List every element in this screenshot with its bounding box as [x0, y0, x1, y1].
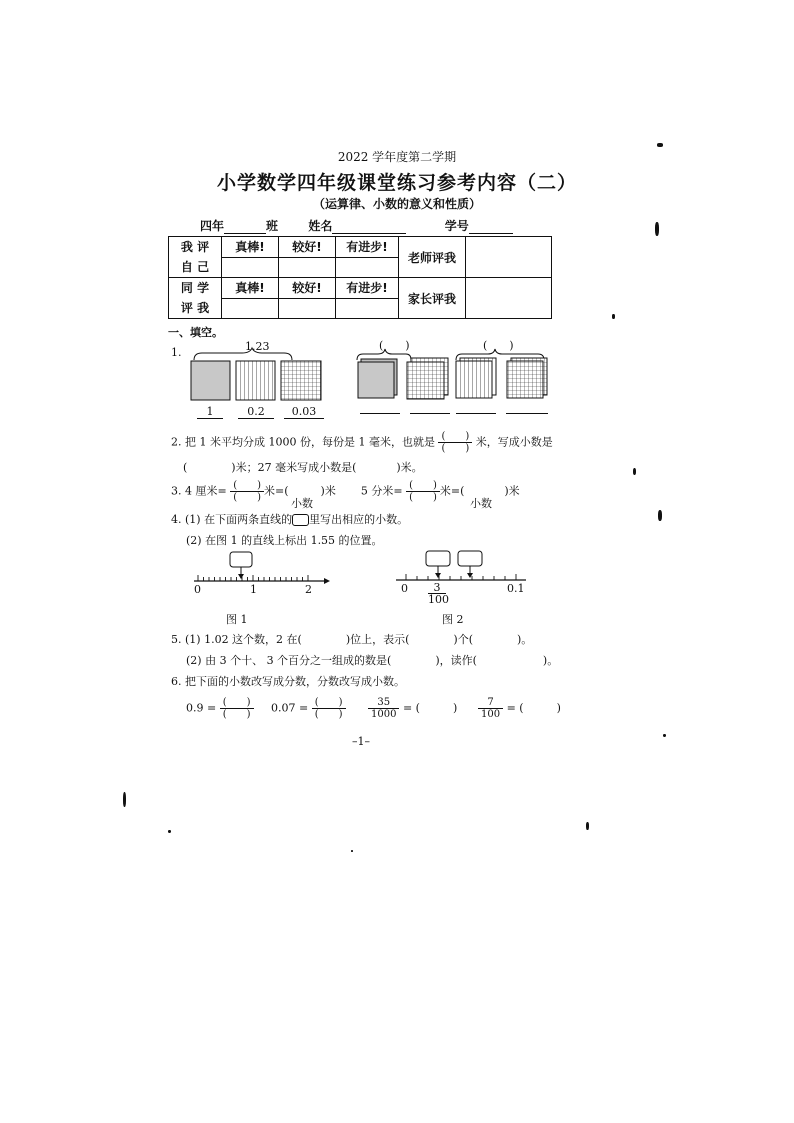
fig1-tick-0: 0: [194, 583, 201, 596]
peer-eval-label: 同 学 评 我: [169, 278, 222, 319]
whole-square-2: [358, 362, 394, 398]
self-good-header: 较好!: [279, 237, 336, 258]
q1-label-2: 0.2: [238, 405, 274, 419]
id-label: 学号: [444, 219, 469, 233]
scan-speck: [663, 734, 666, 737]
q5-line1: 5. (1) 1.02 这个数，2 在( )位上，表示( )个( )。: [171, 633, 533, 646]
peer-progress-cell[interactable]: [336, 298, 399, 319]
section-heading: 一、填空。: [168, 326, 223, 339]
name-label: 姓名: [308, 219, 333, 233]
number-line-fig1: [188, 549, 338, 599]
class-label: 班: [266, 219, 279, 233]
self-progress-cell[interactable]: [336, 257, 399, 278]
scan-speck: [123, 792, 126, 807]
fig2-tick-0: 0: [401, 582, 408, 595]
q6-line1: 6. 把下面的小数改写成分数，分数改写成小数。: [171, 675, 405, 688]
grade-label: 四年: [200, 219, 225, 233]
q6-answer-a[interactable]: $\frac{( )}{( )}$: [220, 697, 254, 720]
whole-square-1: [191, 361, 230, 400]
q1-blank-1[interactable]: [360, 413, 400, 414]
scan-speck: [657, 143, 663, 147]
q3-small-label-2: 小数: [470, 497, 492, 510]
scan-speck: [655, 222, 659, 236]
fig1-tick-2: 2: [305, 583, 312, 596]
parent-eval-label: 家长评我: [399, 278, 466, 319]
scan-speck: [658, 510, 662, 521]
page-number: –1–: [352, 735, 370, 748]
q6-item-a: 0.9 = $\frac{( )}{( )}$: [186, 697, 254, 720]
q1-label-3: 0.03: [284, 405, 324, 419]
q6-answer-b[interactable]: $\frac{( )}{( )}$: [312, 697, 346, 720]
q2-line2: ( )米；27 毫米写成小数是( )米。: [183, 461, 423, 474]
q2-fraction[interactable]: $\frac{( )}{( )}$: [438, 431, 472, 454]
q3-small-label-1: 小数: [291, 497, 313, 510]
self-progress-header: 有进步!: [336, 237, 399, 258]
q1-figures: [180, 346, 560, 420]
teacher-eval-label: 老师评我: [399, 237, 466, 278]
self-great-header: 真棒!: [222, 237, 279, 258]
q1-paren-right: ( ): [483, 339, 514, 352]
peer-great-header: 真棒!: [222, 278, 279, 299]
tenths-square-1: [236, 361, 275, 400]
q1-blank-4[interactable]: [506, 413, 548, 414]
scan-speck: [351, 850, 353, 852]
box-icon: [292, 514, 309, 526]
self-eval-label: 我 评 自 己: [169, 237, 222, 278]
scan-speck: [612, 314, 615, 319]
fig2-answer-box-2: [458, 551, 482, 566]
self-good-cell[interactable]: [279, 257, 336, 278]
scan-speck: [633, 468, 636, 475]
q6-answer-d[interactable]: = ( ): [506, 701, 561, 715]
q1-top-label: 1.23: [245, 340, 270, 353]
id-field[interactable]: [469, 221, 513, 234]
q4-line1: 4. (1) 在下面两条直线的 里写出相应的小数。: [171, 513, 409, 526]
name-field[interactable]: [332, 221, 406, 234]
q1-label-1: 1: [197, 405, 223, 419]
grade-field[interactable]: [224, 221, 266, 234]
q4-line2: (2) 在图 1 的直线上标出 1.55 的位置。: [186, 534, 383, 547]
page-subtitle: （运算律、小数的意义和性质）: [312, 197, 481, 211]
fig1-tick-1: 1: [250, 583, 257, 596]
q6-answer-c[interactable]: = ( ): [402, 701, 458, 715]
parent-eval-cell[interactable]: [466, 278, 552, 319]
q6-item-c: $\frac{35}{1000}$ = ( ): [368, 697, 457, 720]
fig2-caption: 图 2: [442, 613, 464, 626]
q2-line1: 2. 把 1 米平均分成 1000 份，每份是 1 毫米，也就是 $\frac{( )}{( )}$ 米，写成小数是: [171, 431, 553, 454]
fig1-answer-box: [230, 552, 252, 567]
q1-paren-left: ( ): [379, 339, 410, 352]
q1-blank-3[interactable]: [456, 413, 496, 414]
q6-item-d: $\frac{7}{100}$ = ( ): [478, 697, 561, 720]
q6-item-b: 0.07 = $\frac{( )}{( )}$: [271, 697, 346, 720]
fig2-fraction-label: 3 100: [428, 581, 449, 606]
q5-line2: (2) 由 3 个十、 3 个百分之一组成的数是( )，读作( )。: [186, 654, 559, 667]
peer-good-cell[interactable]: [279, 298, 336, 319]
fig2-tick-end: 0.1: [507, 582, 525, 595]
q3-fraction-1[interactable]: $\frac{( )}{( )}$: [230, 480, 264, 503]
q1-number: 1.: [171, 346, 182, 359]
scan-speck: [168, 830, 171, 833]
peer-progress-header: 有进步!: [336, 278, 399, 299]
fig2-answer-box-1: [426, 551, 450, 566]
self-great-cell[interactable]: [222, 257, 279, 278]
q1-blank-2[interactable]: [410, 413, 450, 414]
evaluation-table: [168, 236, 552, 319]
fig1-caption: 图 1: [226, 613, 248, 626]
hundredths-square-2: [407, 362, 444, 399]
year-term: 2022 学年度第二学期: [337, 150, 457, 164]
tenths-square-3: [456, 361, 492, 398]
scan-speck: [586, 822, 589, 830]
hundredths-square-3: [507, 361, 543, 398]
teacher-eval-cell[interactable]: [466, 237, 552, 278]
page-title: 小学数学四年级课堂练习参考内容（二）: [216, 172, 577, 194]
q3-line: 3. 4 厘米= $\frac{( )}{( )}$ 米=( )米 5 分米= $\frac{( )}{( )}$ 米=( )米: [171, 480, 520, 503]
q3-fraction-2[interactable]: $\frac{( )}{( )}$: [406, 480, 440, 503]
peer-good-header: 较好!: [279, 278, 336, 299]
peer-great-cell[interactable]: [222, 298, 279, 319]
student-info-row: [200, 217, 513, 234]
hundredths-square-1: [281, 361, 321, 400]
